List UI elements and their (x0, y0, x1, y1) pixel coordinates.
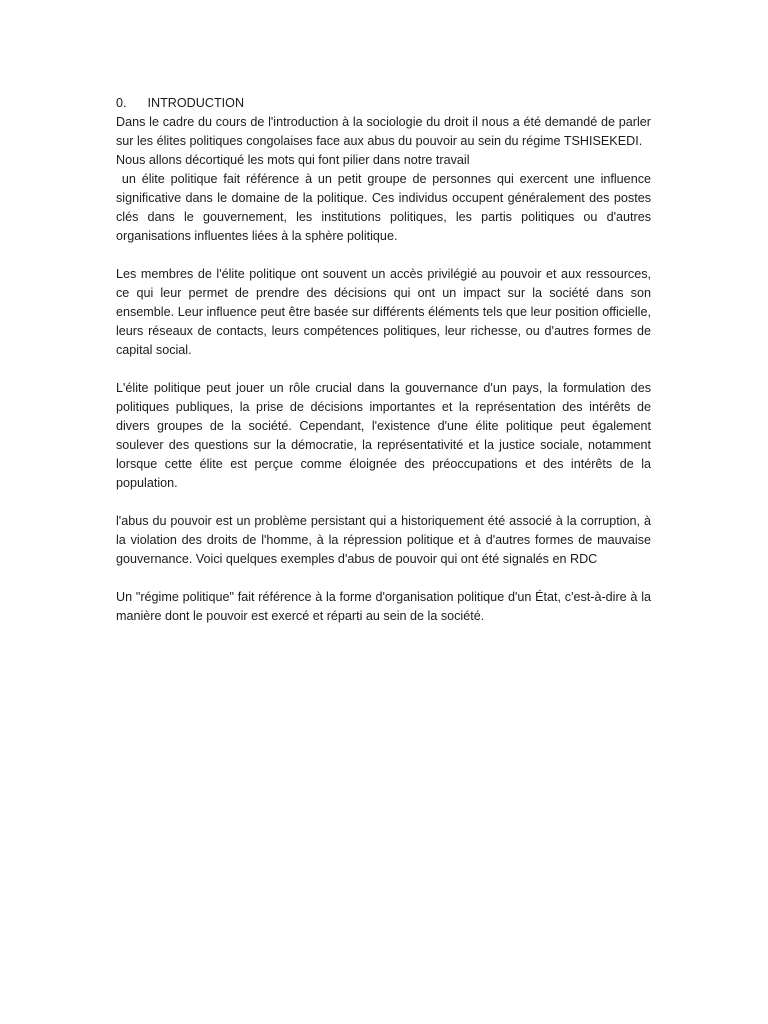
paragraph-elite-definition-text: un élite politique fait référence à un petit groupe de personnes qui exercent une influence significative dans le domaine de la politique. Ces individus occupent généralement des postes clés dans le gouvernement, les institutions politiques, les partis politiques ou d'autres organisations influentes liées à la sphère politique. (116, 172, 651, 243)
paragraph-elite-definition (116, 170, 651, 246)
paragraph-elite-members: Les membres de l'élite politique ont souvent un accès privilégié au pouvoir et aux ressources, ce qui leur permet de prendre des décisions qui ont un impact sur la société dans son ensemble. Leur influence peut être basée sur différents éléments tels que leur position officielle, leurs réseaux de contacts, leurs compétences politiques, leur richesse, ou d'autres formes de capital social. (116, 267, 651, 357)
paragraph-abuse-of-power: l'abus du pouvoir est un problème persistant qui a historiquement été associé à la corruption, à la violation des droits de l'homme, à la répression politique et à d'autres formes de mauvaise gouvernance. Voici quelques exemples d'abus de pouvoir qui ont été signalés en RDC (116, 514, 651, 566)
section-number: 0. (116, 96, 127, 110)
section-title: INTRODUCTION (147, 96, 245, 110)
paragraph-spacer (116, 569, 651, 588)
paragraph-elite-role: L'élite politique peut jouer un rôle crucial dans la gouvernance d'un pays, la formulation des politiques publiques, la prise de décisions importantes et la représentation des intérêts de divers groupes de la société. Cependant, l'existence d'une élite politique peut également soulever des questions sur la démocratie, la représentativité et la justice sociale, notamment lorsque cette élite est perçue comme éloignée des préoccupations et des intérêts de la population. (116, 381, 651, 490)
paragraph-intro-line-1: Dans le cadre du cours de l'introduction à la sociologie du droit il nous a été demandé de parler sur les élites politiques congolaises face aux abus du pouvoir au sein du régime TSHISEKEDI. (116, 115, 651, 148)
paragraph-spacer (116, 493, 651, 512)
document-body (116, 94, 651, 626)
paragraph-spacer (116, 360, 651, 379)
paragraph-spacer (116, 246, 651, 265)
section-heading (116, 94, 651, 113)
paragraph-political-regime: Un "régime politique" fait référence à la forme d'organisation politique d'un État, c'est-à-dire à la manière dont le pouvoir est exercé et réparti au sein de la société. (116, 590, 651, 623)
paragraph-intro-line-2: Nous allons décortiqué les mots qui font pilier dans notre travail (116, 153, 470, 167)
